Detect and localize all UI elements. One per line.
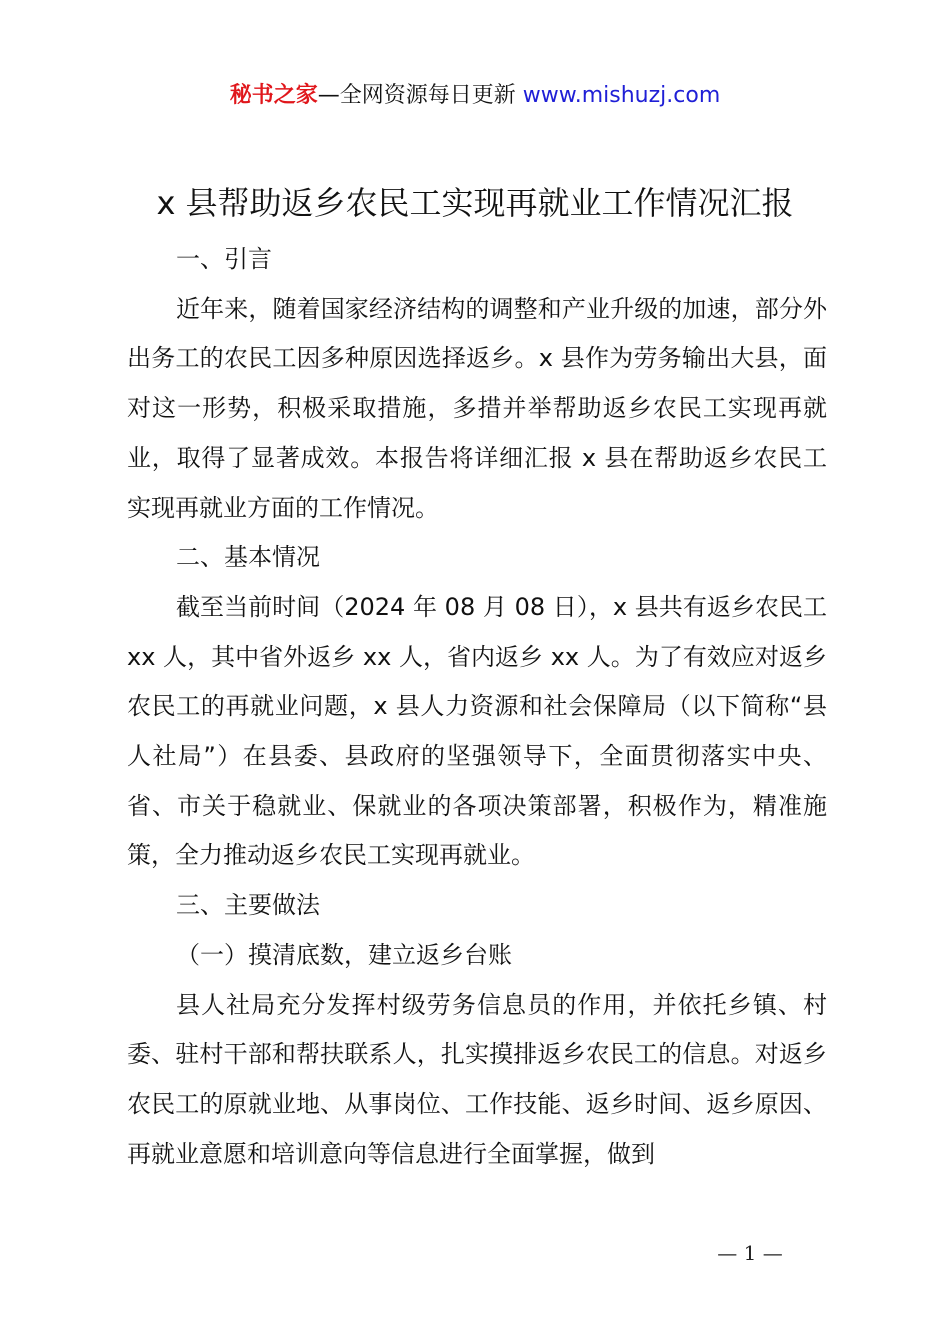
section-heading-introduction: 一、引言 <box>176 245 272 273</box>
site-header <box>0 80 950 112</box>
page-number: — 1 — <box>717 1241 783 1265</box>
document-title: x 县帮助返乡农民工实现再就业工作情况汇报 <box>156 184 794 222</box>
section-heading-main-practices: 三、主要做法 <box>176 891 320 920</box>
section-heading-basic-situation: 二、基本情况 <box>176 543 320 572</box>
site-tagline: —全网资源每日更新 <box>317 83 523 108</box>
document-body <box>127 235 827 1179</box>
paragraph-basic-situation: 截至当前时间（2024 年 08 月 08 日），x 县共有返乡农民工 xx 人，其中省外返乡 xx 人，省内返乡 xx 人。为了有效应对返乡农民工的再就业问题，x 县人力资源和社会保障局（以下简称“县人社局”）在县委、县政府的坚强领导下，全面贯彻落实中央、省、市关于稳就业、保就业的各项决策部署，积极作为，精准施策，全力推动返乡农民工实现再就业。 <box>127 592 827 870</box>
subsection-heading-ledger: （一）摸清底数，建立返乡台账 <box>176 940 512 969</box>
paragraph-ledger: 县人社局充分发挥村级劳务信息员的作用，并依托乡镇、村委、驻村干部和帮扶联系人，扎实摸排返乡农民工的信息。对返乡农民工的原就业地、从事岗位、工作技能、返乡时间、返乡原因、再就业意愿和培训意向等信息进行全面掌握，做到 <box>127 990 827 1168</box>
paragraph-introduction: 近年来，随着国家经济结构的调整和产业升级的加速，部分外出务工的农民工因多种原因选择返乡。x 县作为劳务输出大县，面对这一形势，积极采取措施，多措并举帮助返乡农民工实现再就业，取得了显著成效。本报告将详细汇报 x 县在帮助返乡农民工实现再就业方面的工作情况。 <box>127 294 827 522</box>
site-brand: 秘书之家 <box>229 83 318 108</box>
site-url-link[interactable]: www.mishuzj.com <box>522 83 721 108</box>
